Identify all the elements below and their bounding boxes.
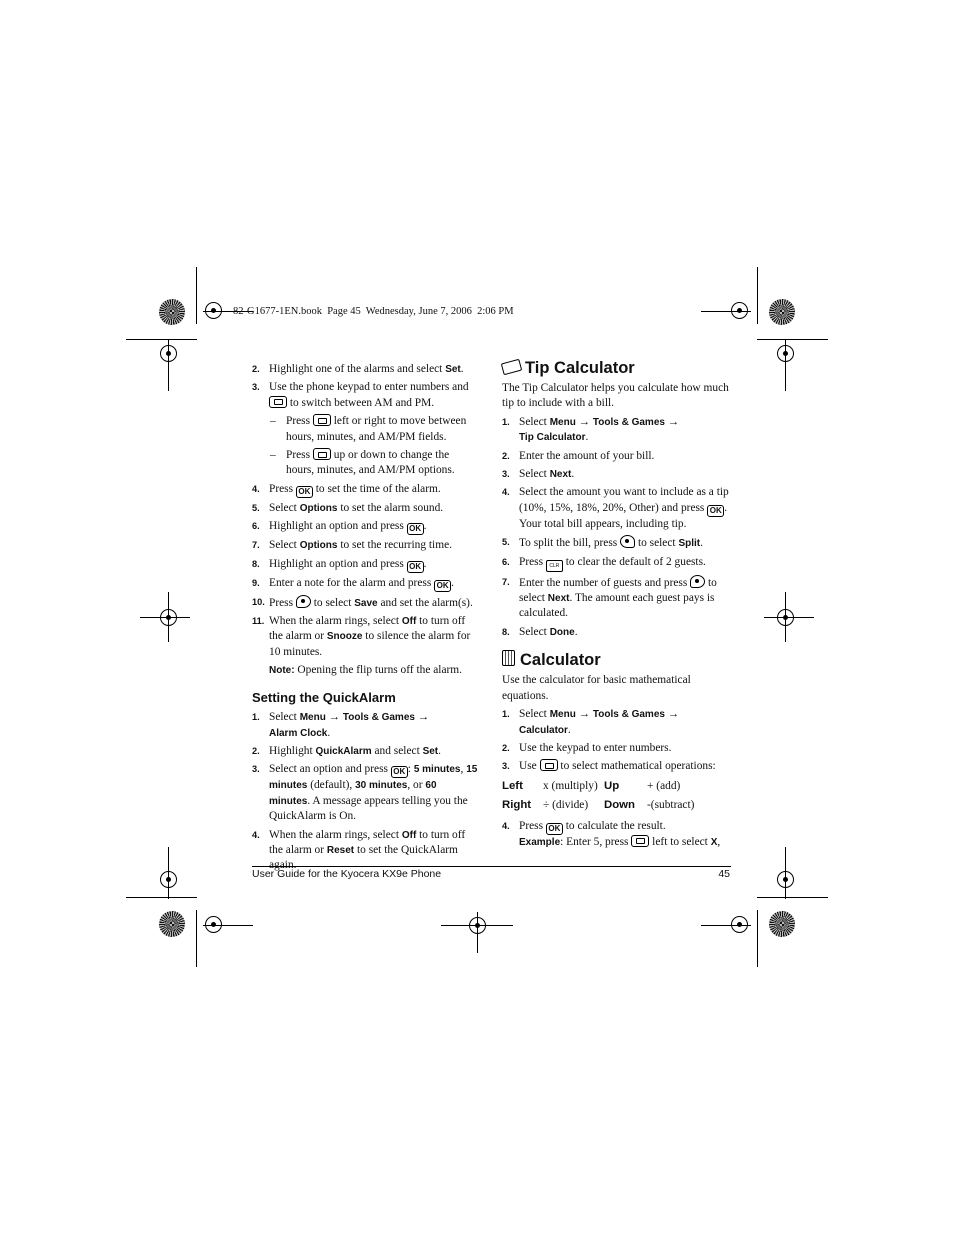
section-heading-quickalarm: Setting the QuickAlarm xyxy=(252,689,396,705)
ok-key-icon: OK xyxy=(546,823,563,835)
left-softkey-icon xyxy=(296,595,311,608)
ok-key-icon: OK xyxy=(407,523,424,535)
calculator-intro: Use the calculator for basic mathematical equations. xyxy=(502,674,691,702)
calculator-icon xyxy=(502,650,515,666)
ok-key-icon: OK xyxy=(407,561,424,573)
section-heading-tip-calculator: Tip Calculator xyxy=(502,358,730,378)
nav-key-icon xyxy=(313,448,331,460)
tip-calculator-icon xyxy=(501,359,522,376)
list-item: 8. Highlight an option and press OK . xyxy=(252,557,427,571)
list-item: 6. Highlight an option and press OK . xyxy=(252,520,427,534)
list-item: 6. Press CLR to clear the default of 2 guests. xyxy=(502,555,730,572)
ok-key-icon: OK xyxy=(296,486,313,498)
left-column xyxy=(252,362,480,877)
list-item: 3. Select an option and press OK : 5 minutes, 15 minutes (default), 30 minutes, or 60 minutes. A message appears telling you the QuickAlarm is On. xyxy=(252,763,478,823)
list-item: 1. Select Menu → Tools & Games → Alarm Clock. xyxy=(252,711,430,739)
right-column xyxy=(502,358,730,853)
list-item: 7. Select Options to set the recurring time. xyxy=(252,539,452,552)
list-item: 3. Use to select mathematical operations: xyxy=(502,760,716,773)
left-softkey-icon xyxy=(690,575,705,588)
list-item: 5. To split the bill, press to select Split. xyxy=(502,537,703,550)
list-item: – Press left or right to move between hours, minutes, and AM/PM fields. xyxy=(270,415,467,443)
list-item: 4. Select the amount you want to include as a tip (10%, 15%, 18%, 20%, Other) and press OK . Your total bill appears, including tip. xyxy=(502,486,729,530)
list-item: 3. Use the phone keypad to enter numbers and to switch between AM and PM. xyxy=(252,381,469,409)
page-number: 45 xyxy=(718,868,730,880)
list-item: 4. When the alarm rings, select Off to turn off the alarm or Reset to set the QuickAlarm xyxy=(252,828,466,856)
list-item: 4. Press OK to calculate the result. Example: Enter 5, press left to select X, xyxy=(502,819,721,848)
list-item: 1. Select Menu → Tools & Games → Tip Calculator. xyxy=(502,415,680,444)
ok-key-icon: OK xyxy=(707,505,724,517)
operations-table xyxy=(502,779,694,817)
clear-key-icon: CLR xyxy=(546,560,563,572)
registration-disc-icon xyxy=(159,299,185,325)
list-item: 10. Press to select Save and set the alarm(s). xyxy=(252,596,473,609)
table-row: Left x (multiply) Up + (add) xyxy=(502,779,681,792)
ok-key-icon: OK xyxy=(391,766,408,778)
list-item: 4. Press OK to set the time of the alarm. xyxy=(252,482,441,496)
right-softkey-icon xyxy=(620,535,635,548)
nav-key-icon xyxy=(269,396,287,408)
list-item: 3. Select Next. xyxy=(502,468,575,481)
list-item: 9. Enter a note for the alarm and press OK . xyxy=(252,576,454,590)
list-item: – Press up or down to change the hours, minutes, and AM/PM options. xyxy=(270,449,455,477)
nav-key-icon xyxy=(313,414,331,426)
list-item: 8. Select Done. xyxy=(502,625,578,638)
list-item: 11. When the alarm rings, select Off to turn off the alarm or Snooze to silence the alarm for 10 minutes. xyxy=(252,615,471,658)
list-item: 1. Select Menu → Tools & Games → Calculator. xyxy=(502,708,680,736)
book-info-header: 82-G1677-1EN.book Page 45 Wednesday, June 7, 2006 2:06 PM xyxy=(233,306,514,317)
nav-key-icon xyxy=(631,835,649,847)
footer-rule xyxy=(252,866,731,867)
list-item: 2. Enter the amount of your bill. xyxy=(502,449,655,462)
registration-disc-icon xyxy=(769,911,795,937)
list-item: 7. Enter the number of guests and press to select Next. The amount each guest pays is calculated. xyxy=(502,576,717,620)
list-item: 2. Use the keypad to enter numbers. xyxy=(502,741,672,754)
registration-disc-icon xyxy=(159,911,185,937)
ok-key-icon: OK xyxy=(434,580,451,592)
registration-disc-icon xyxy=(769,299,795,325)
section-heading-calculator: Calculator xyxy=(502,650,730,670)
note: Note: Opening the flip turns off the alarm. xyxy=(269,664,463,677)
table-row: Right ÷ (divide) Down -(subtract) xyxy=(502,798,695,811)
tip-intro: The Tip Calculator helps you calculate how much tip to include with a bill. xyxy=(502,382,729,410)
nav-key-icon xyxy=(540,759,558,771)
list-item: 2. Highlight QuickAlarm and select Set. xyxy=(252,744,441,757)
list-item: 2. Highlight one of the alarms and select Set. xyxy=(252,363,464,375)
list-item: 5. Select Options to set the alarm sound. xyxy=(252,501,444,514)
footer-title: User Guide for the Kyocera KX9e Phone xyxy=(252,868,442,880)
